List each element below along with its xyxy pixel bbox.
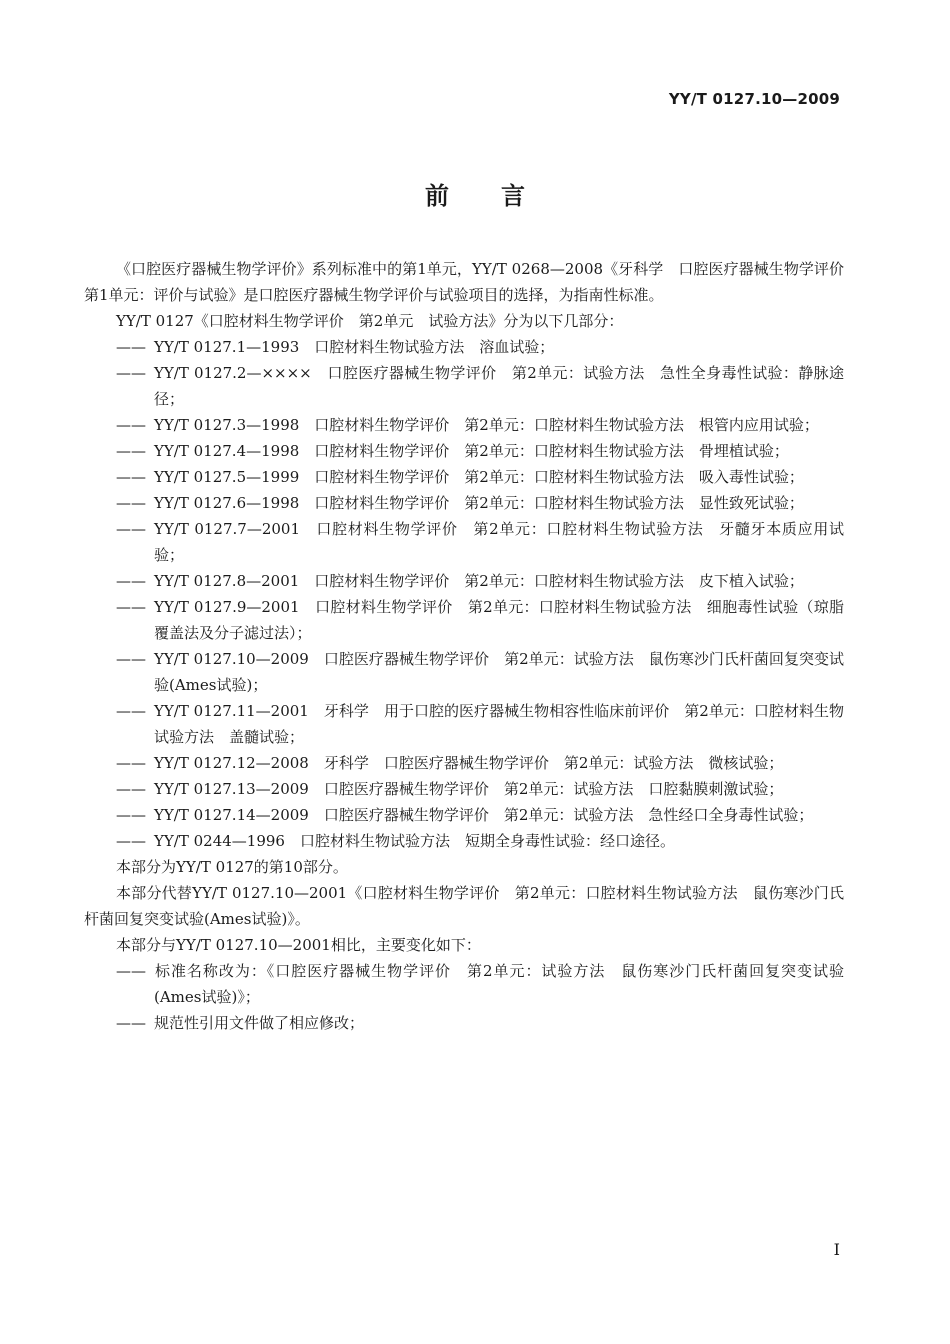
list-item <box>84 568 844 594</box>
list-item-text: YY/T 0127.4—1998 口腔材料生物学评价 第2单元：口腔材料生物试验方法 骨埋植试验； <box>154 442 789 460</box>
list-item-text: YY/T 0127.5—1999 口腔材料生物学评价 第2单元：口腔材料生物试验方法 吸入毒性试验； <box>154 468 804 486</box>
dash-marker: —— <box>116 520 146 538</box>
dash-marker: —— <box>116 702 146 720</box>
dash-marker: —— <box>116 806 146 824</box>
list-item <box>84 958 844 1010</box>
dash-marker: —— <box>116 1014 146 1032</box>
list-item-text: YY/T 0127.13—2009 口腔医疗器械生物学评价 第2单元：试验方法 口腔黏膜刺激试验； <box>154 780 784 798</box>
list-item <box>84 594 844 646</box>
list-item <box>84 438 844 464</box>
document-code: YY/T 0127.10—2009 <box>668 90 840 108</box>
dash-marker: —— <box>116 416 146 434</box>
list-item-text: YY/T 0127.2—×××× 口腔医疗器械生物学评价 第2单元：试验方法 急性全身毒性试验：静脉途径； <box>154 364 844 408</box>
changes-list <box>84 958 844 1036</box>
list-item-text: YY/T 0127.3—1998 口腔材料生物学评价 第2单元：口腔材料生物试验方法 根管内应用试验； <box>154 416 819 434</box>
parts-list <box>84 334 844 854</box>
list-item-text: YY/T 0127.7—2001 口腔材料生物学评价 第2单元：口腔材料生物试验方法 牙髓牙本质应用试验； <box>154 520 844 564</box>
list-item-text: YY/T 0127.12—2008 牙科学 口腔医疗器械生物学评价 第2单元：试验方法 微核试验； <box>154 754 784 772</box>
list-item <box>84 828 844 854</box>
dash-marker: —— <box>116 494 146 512</box>
dash-marker: —— <box>116 442 146 460</box>
list-item-text: YY/T 0127.1—1993 口腔材料生物试验方法 溶血试验； <box>154 338 555 356</box>
intro-paragraph-1: 《口腔医疗器械生物学评价》系列标准中的第1单元，YY/T 0268—2008《牙科学 口腔医疗器械生物学评价 第1单元：评价与试验》是口腔医疗器械生物学评价与试验项目的选择，为指南性标准。 <box>84 260 860 304</box>
dash-marker: —— <box>116 338 146 356</box>
foreword-body <box>84 256 860 1036</box>
dash-marker: —— <box>116 572 146 590</box>
dash-marker: —— <box>116 650 146 668</box>
list-item <box>84 776 844 802</box>
list-item <box>84 464 844 490</box>
intro-paragraph-2: YY/T 0127《口腔材料生物学评价 第2单元 试验方法》分为以下几部分： <box>116 312 624 330</box>
list-item-text: YY/T 0244—1996 口腔材料生物试验方法 短期全身毒性试验：经口途径。 <box>154 832 675 850</box>
page-number: I <box>833 1240 840 1259</box>
dash-marker: —— <box>116 832 146 850</box>
list-item <box>84 1010 844 1036</box>
list-item <box>84 802 844 828</box>
list-item <box>84 646 844 698</box>
list-item-text: YY/T 0127.11—2001 牙科学 用于口腔的医疗器械生物相容性临床前评价 第2单元：口腔材料生物试验方法 盖髓试验； <box>154 702 844 746</box>
list-item-text: YY/T 0127.8—2001 口腔材料生物学评价 第2单元：口腔材料生物试验方法 皮下植入试验； <box>154 572 804 590</box>
list-item-text: YY/T 0127.10—2009 口腔医疗器械生物学评价 第2单元：试验方法 鼠伤寒沙门氏杆菌回复突变试验(Ames试验)； <box>154 650 844 694</box>
statement-changes-intro: 本部分与YY/T 0127.10—2001相比，主要变化如下： <box>116 936 481 954</box>
list-item-text: 规范性引用文件做了相应修改； <box>154 1014 365 1032</box>
list-item <box>84 750 844 776</box>
statement-part-number: 本部分为YY/T 0127的第10部分。 <box>116 858 348 876</box>
statement-replaces: 本部分代替YY/T 0127.10—2001《口腔材料生物学评价 第2单元：口腔材料生物试验方法 鼠伤寒沙门氏杆菌回复突变试验(Ames试验)》。 <box>84 884 844 928</box>
list-item <box>84 334 844 360</box>
dash-marker: —— <box>116 468 146 486</box>
dash-marker: —— <box>116 754 146 772</box>
dash-marker: —— <box>116 962 146 980</box>
list-item <box>84 698 844 750</box>
list-item-text: YY/T 0127.14—2009 口腔医疗器械生物学评价 第2单元：试验方法 急性经口全身毒性试验； <box>154 806 814 824</box>
dash-marker: —— <box>116 364 146 382</box>
list-item-text: YY/T 0127.9—2001 口腔材料生物学评价 第2单元：口腔材料生物试验方法 细胞毒性试验（琼脂覆盖法及分子滤过法）； <box>154 598 844 642</box>
list-item <box>84 516 844 568</box>
list-item-text: YY/T 0127.6—1998 口腔材料生物学评价 第2单元：口腔材料生物试验方法 显性致死试验； <box>154 494 804 512</box>
dash-marker: —— <box>116 780 146 798</box>
list-item-text: 标准名称改为：《口腔医疗器械生物学评价 第2单元：试验方法 鼠伤寒沙门氏杆菌回复突变试验(Ames试验)》； <box>154 962 844 1006</box>
dash-marker: —— <box>116 598 146 616</box>
page-title: 前言 <box>425 182 577 210</box>
list-item <box>84 412 844 438</box>
list-item <box>84 490 844 516</box>
list-item <box>84 360 844 412</box>
